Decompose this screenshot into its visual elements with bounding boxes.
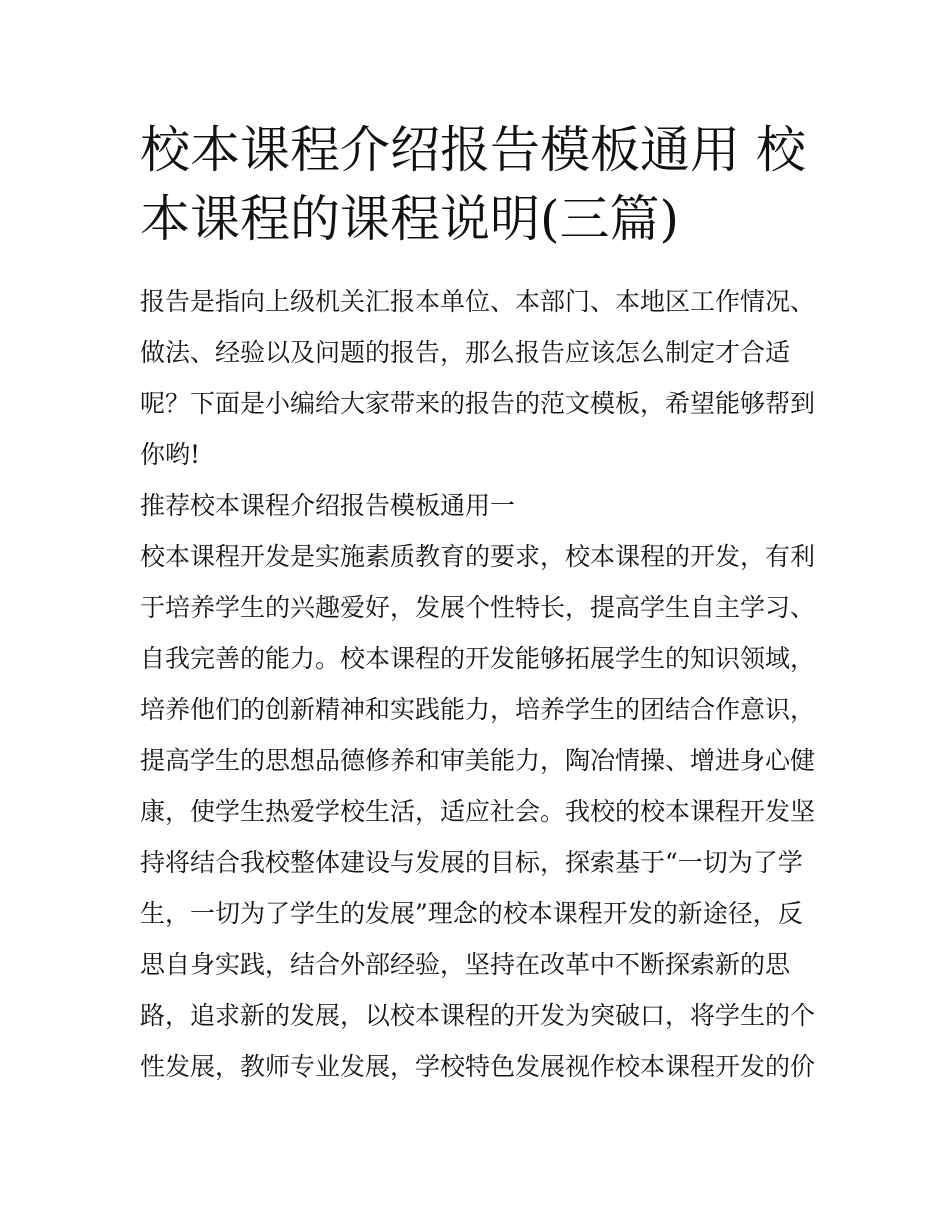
- section-line: 思自身实践，结合外部经验，坚持在改革中不断探索新的思: [140, 950, 791, 979]
- document-title: [140, 116, 812, 254]
- section-line: 性发展，教师专业发展，学校特色发展视作校本课程开发的价: [140, 1052, 816, 1081]
- title-line: 本课程的课程说明(三篇): [140, 190, 680, 248]
- section-heading: 推荐校本课程介绍报告模板通用一: [140, 491, 516, 520]
- document-body: [140, 276, 816, 1092]
- section-line: 路，追求新的发展，以校本课程的开发为突破口，将学生的个: [140, 1001, 816, 1030]
- section-line: 培养他们的创新精神和实践能力，培养学生的团结合作意识，: [140, 695, 816, 724]
- title-line: 校本课程介绍报告模板通用 校: [140, 121, 806, 179]
- section-line: 生，一切为了学生的发展”理念的校本课程开发的新途径，反: [140, 899, 803, 928]
- intro-line: 呢？下面是小编给大家带来的报告的范文模板，希望能够帮到: [140, 389, 816, 418]
- section-paragraph: [140, 531, 816, 1092]
- intro-line: 报告是指向上级机关汇报本单位、本部门、本地区工作情况、: [140, 287, 816, 316]
- section-line: 自我完善的能力。校本课程的开发能够拓展学生的知识领域，: [140, 644, 816, 673]
- section-line: 持将结合我校整体建设与发展的目标，探索基于“一切为了学: [140, 848, 803, 877]
- intro-line: 你哟!: [140, 440, 201, 469]
- section-line: 于培养学生的兴趣爱好，发展个性特长，提高学生自主学习、: [140, 593, 816, 622]
- section-line: 提高学生的思想品德修养和审美能力，陶冶情操、增进身心健: [140, 746, 816, 775]
- intro-line: 做法、经验以及问题的报告，那么报告应该怎么制定才合适: [140, 338, 791, 367]
- intro-paragraph: [140, 276, 816, 480]
- document-content: [140, 116, 816, 1092]
- section-line: 康，使学生热爱学校生活，适应社会。我校的校本课程开发坚: [140, 797, 816, 826]
- section-line: 校本课程开发是实施素质教育的要求，校本课程的开发，有利: [140, 542, 816, 571]
